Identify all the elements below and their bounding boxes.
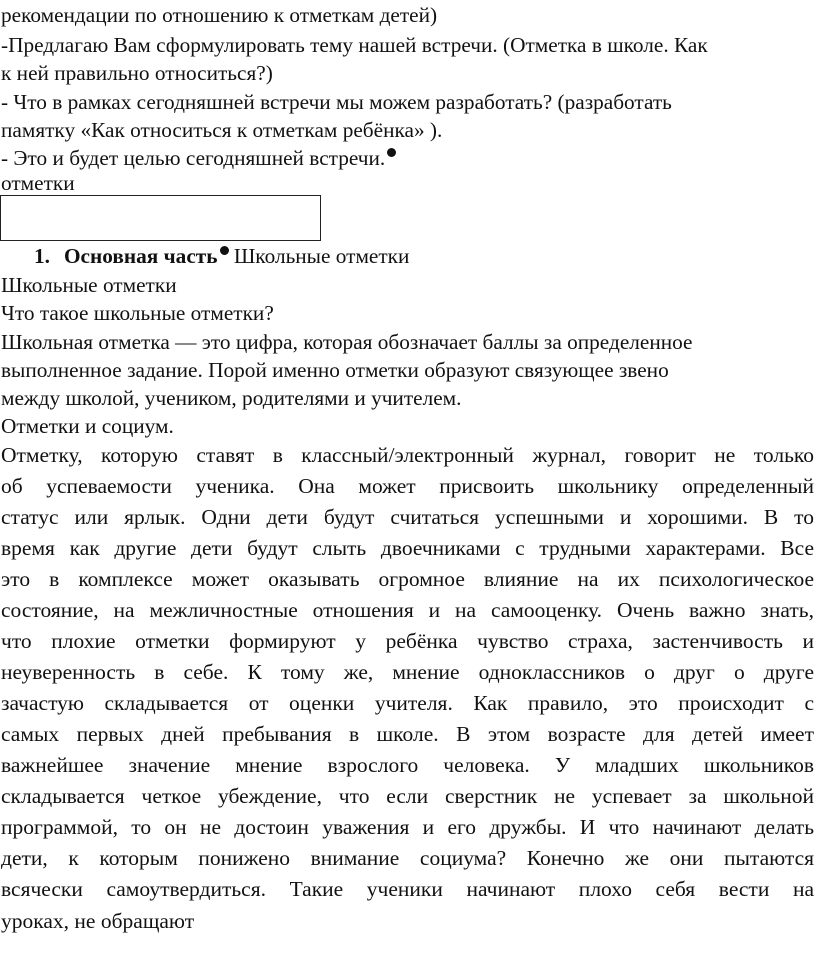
text-line: рекомендации по отношению к отметкам детей) xyxy=(1,3,438,27)
text-line-with-bullet xyxy=(1,144,396,172)
empty-frame-box xyxy=(0,195,321,241)
body-line: зачастую складывается от оценки учителя. Как правило, это происходит с xyxy=(1,691,814,715)
section-heading xyxy=(34,242,409,270)
body-line: Отметку, которую ставят в классный/электронный журнал, говорит не только xyxy=(1,443,814,467)
text-line: памятку «Как относиться к отметкам ребёнка» ). xyxy=(1,118,443,142)
text-line: между школой, учеником, родителями и учителем. xyxy=(1,386,462,410)
bullet-dot-icon xyxy=(387,148,396,157)
body-line: складывается четкое убеждение, что если сверстник не успевает за школьной xyxy=(1,784,814,808)
body-line: время как другие дети будут слыть двоечниками с трудными характерами. Все xyxy=(1,536,814,560)
body-line: самых первых дней пребывания в школе. В этом возрасте для детей имеет xyxy=(1,722,814,746)
text-line: Школьные отметки xyxy=(1,273,177,297)
text-line: -Предлагаю Вам сформулировать тему нашей встречи. (Отметка в школе. Как xyxy=(1,33,708,57)
body-line: неуверенность в себе. К тому же, мнение одноклассников о друг о друге xyxy=(1,660,814,684)
body-line: статус или ярлык. Одни дети будут считаться успешными и хорошими. В то xyxy=(1,505,814,529)
section-subtitle: Школьные отметки xyxy=(233,244,410,268)
body-line: всячески самоутвердиться. Такие ученики начинают плохо себя вести на xyxy=(1,877,814,901)
body-last-line: уроках, не обращают xyxy=(1,909,195,933)
body-line: программой, то он не достоин уважения и его дружбы. И что начинают делать xyxy=(1,815,814,839)
body-line: что плохие отметки формируют у ребёнка чувство страха, застенчивость и xyxy=(1,629,814,653)
body-line: это в комплексе может оказывать огромное влияние на их психологическое xyxy=(1,567,814,591)
body-line: состояние, на межличностные отношения и на самооценку. Очень важно знать, xyxy=(1,598,814,622)
text-line: Что такое школьные отметки? xyxy=(1,301,274,325)
bullet-dot-icon xyxy=(220,246,229,255)
text-line: выполненное задание. Порой именно отметки образуют связующее звено xyxy=(1,358,669,382)
body-line: важнейшее значение мнение взрослого человека. У младших школьников xyxy=(1,753,814,777)
text-line: - Что в рамках сегодняшней встречи мы можем разработать? (разработать xyxy=(1,90,672,114)
section-title: Основная часть xyxy=(63,244,218,268)
text-line: Отметки и социум. xyxy=(1,414,174,438)
text-line: - Это и будет целью сегодняшней встречи. xyxy=(1,146,386,170)
marks-label: отметки xyxy=(1,171,75,195)
section-number: 1. xyxy=(34,244,50,268)
text-line: к ней правильно относиться?) xyxy=(1,61,273,85)
body-line: дети, к которым понижено внимание социума? Конечно же они пытаются xyxy=(1,846,814,870)
text-line: Школьная отметка — это цифра, которая обозначает баллы за определенное xyxy=(1,330,693,354)
body-line: об успеваемости ученика. Она может присвоить школьнику определенный xyxy=(1,474,814,498)
